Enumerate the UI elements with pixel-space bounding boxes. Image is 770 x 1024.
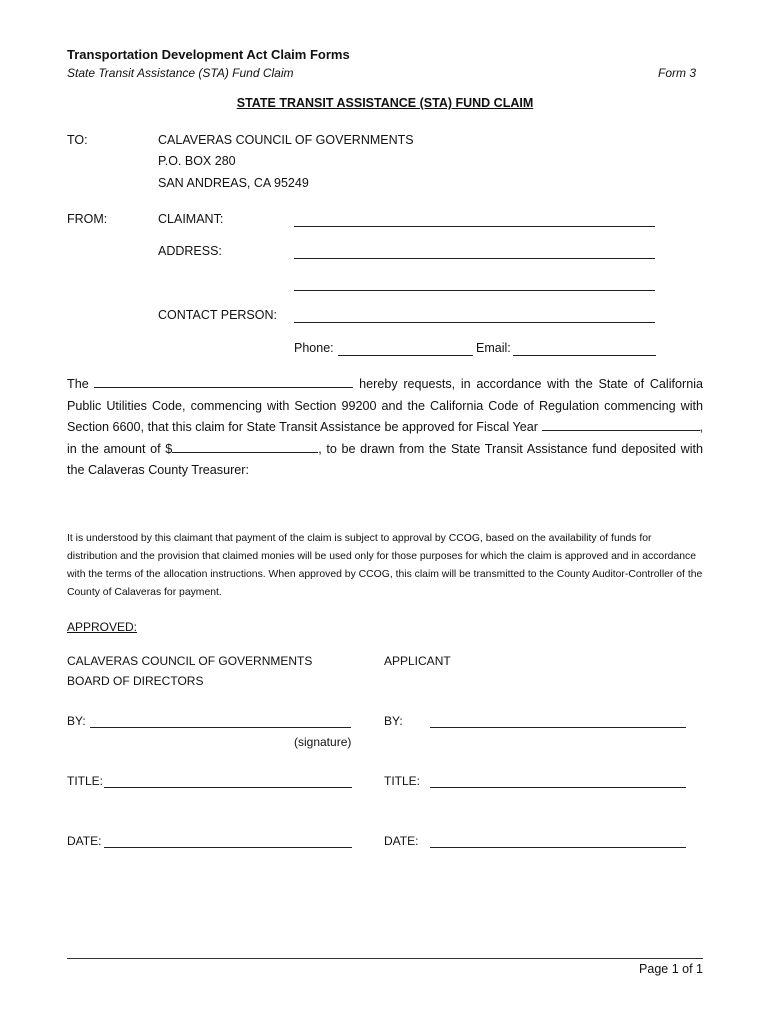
paragraph-part-3: , in the amount of $ (67, 420, 704, 456)
address-field-line1[interactable] (294, 258, 655, 259)
ccog-org-line1: CALAVERAS COUNCIL OF GOVERNMENTS (67, 654, 313, 668)
form-number: Form 3 (657, 66, 696, 80)
contact-person-field[interactable] (294, 322, 655, 323)
applicant-by-label: BY: (384, 714, 403, 728)
footer-rule (67, 958, 703, 959)
amount-field[interactable] (172, 439, 318, 453)
contact-person-label: CONTACT PERSON: (158, 308, 277, 322)
claimant-name-field[interactable] (94, 374, 353, 388)
ccog-date-label: DATE: (67, 834, 102, 848)
ccog-title-field[interactable] (104, 787, 352, 788)
page-number: Page 1 of 1 (639, 962, 703, 976)
approved-heading: APPROVED: (67, 620, 138, 634)
header-subtitle: State Transit Assistance (STA) Fund Claim (67, 66, 294, 80)
email-label: Email: (476, 341, 511, 355)
to-address-line1: CALAVERAS COUNCIL OF GOVERNMENTS (158, 133, 414, 147)
claimant-label: CLAIMANT: (158, 212, 224, 226)
email-field[interactable] (513, 355, 656, 356)
paragraph-part-4: , to be drawn from the State Transit Assistance fund deposited with the Calaveras County Treasurer: (67, 441, 703, 477)
terms-fine-print: It is understood by this claimant that payment of the claim is subject to approval by CCOG, based on the availability of funds for distribution and the provision that claimed monies will be used only for those purposes for which the claim is approved and in accordance with the terms of the allocation instructions. When approved by CCOG, this claim will be transmitted to the County Auditor-Controller of the County of Calaveras for payment. (67, 533, 703, 598)
signature-caption: (signature) (294, 735, 352, 749)
claimant-field[interactable] (294, 226, 655, 227)
ccog-date-field[interactable] (104, 847, 352, 848)
claim-request-paragraph (67, 374, 703, 482)
ccog-title-label: TITLE: (67, 774, 104, 788)
ccog-signature-field[interactable] (90, 727, 351, 728)
to-address-line2: P.O. BOX 280 (158, 154, 236, 168)
to-address-line3: SAN ANDREAS, CA 95249 (158, 176, 309, 190)
applicant-title-label: TITLE: (384, 774, 421, 788)
applicant-date-field[interactable] (430, 847, 686, 848)
phone-field[interactable] (338, 355, 473, 356)
paragraph-part-2: hereby requests, in accordance with the State of California Public Utilities Code, commencing with Section 99200 and the California Code of Regulation commencing with Section 6600, that this claim for State Transit Assistance be approved for Fiscal Year (67, 377, 704, 434)
phone-label: Phone: (294, 341, 334, 355)
address-label: ADDRESS: (158, 244, 222, 258)
header-title: Transportation Development Act Claim Forms (67, 47, 350, 62)
applicant-title-field[interactable] (430, 787, 686, 788)
ccog-org-line2: BOARD OF DIRECTORS (67, 674, 204, 688)
address-field-line2[interactable] (294, 290, 655, 291)
document-title: STATE TRANSIT ASSISTANCE (STA) FUND CLAIM (236, 96, 534, 110)
ccog-by-label: BY: (67, 714, 86, 728)
applicant-signature-field[interactable] (430, 727, 686, 728)
fiscal-year-field[interactable] (542, 417, 700, 431)
from-label: FROM: (67, 212, 108, 226)
paragraph-part-1: The (67, 377, 89, 391)
to-label: TO: (67, 133, 88, 147)
applicant-date-label: DATE: (384, 834, 419, 848)
applicant-heading: APPLICANT (384, 654, 451, 668)
